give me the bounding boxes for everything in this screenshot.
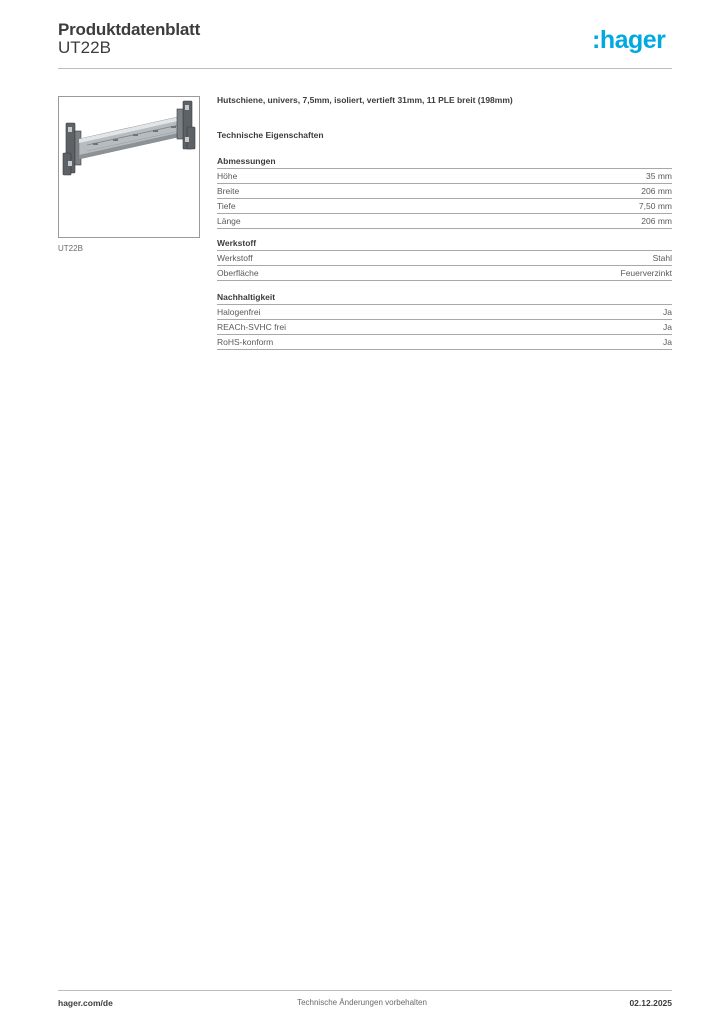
table-row [217, 305, 672, 320]
row-label: Halogenfrei [217, 307, 261, 317]
section-material [217, 237, 672, 281]
row-label: Länge [217, 216, 241, 226]
row-label: Breite [217, 186, 240, 196]
header-divider [58, 68, 672, 69]
table-row [217, 214, 672, 229]
table-row [217, 320, 672, 335]
row-value: 7,50 mm [638, 201, 672, 211]
row-value: 206 mm [641, 186, 672, 196]
row-label: Werkstoff [217, 253, 253, 263]
section-sustainability [217, 291, 672, 350]
page-title: Produktdatenblatt [58, 20, 201, 39]
product-image [58, 96, 200, 238]
footer-website-link[interactable]: hager.com/de [58, 998, 113, 1008]
table-row [217, 335, 672, 350]
row-value: 206 mm [641, 216, 672, 226]
row-label: Tiefe [217, 201, 236, 211]
section-title: Abmessungen [217, 155, 672, 169]
table-row [217, 199, 672, 214]
row-value: 35 mm [646, 171, 672, 181]
table-row [217, 184, 672, 199]
row-value: Feuerverzinkt [620, 268, 672, 278]
row-label: Höhe [217, 171, 238, 181]
section-dimensions [217, 155, 672, 229]
section-title: Nachhaltigkeit [217, 291, 672, 305]
row-value: Stahl [652, 253, 672, 263]
table-row [217, 169, 672, 184]
footer-date: 02.12.2025 [629, 998, 672, 1008]
row-label: Oberfläche [217, 268, 259, 278]
footer-divider [58, 990, 672, 991]
row-value: Ja [663, 322, 672, 332]
row-label: RoHS-konform [217, 337, 274, 347]
table-row [217, 251, 672, 266]
table-row [217, 266, 672, 281]
row-label: REACh-SVHC frei [217, 322, 286, 332]
footer-notice: Technische Änderungen vorbehalten [297, 998, 427, 1007]
hager-logo [592, 27, 674, 57]
logo-text: :hager [592, 27, 666, 54]
section-title: Werkstoff [217, 237, 672, 251]
row-value: Ja [663, 307, 672, 317]
product-code: UT22B [58, 38, 111, 57]
product-description: Hutschiene, univers, 7,5mm, isoliert, vertieft 31mm, 11 PLE breit (198mm) [217, 95, 513, 105]
image-caption: UT22B [58, 244, 83, 253]
technical-properties-heading: Technische Eigenschaften [217, 130, 324, 140]
row-value: Ja [663, 337, 672, 347]
